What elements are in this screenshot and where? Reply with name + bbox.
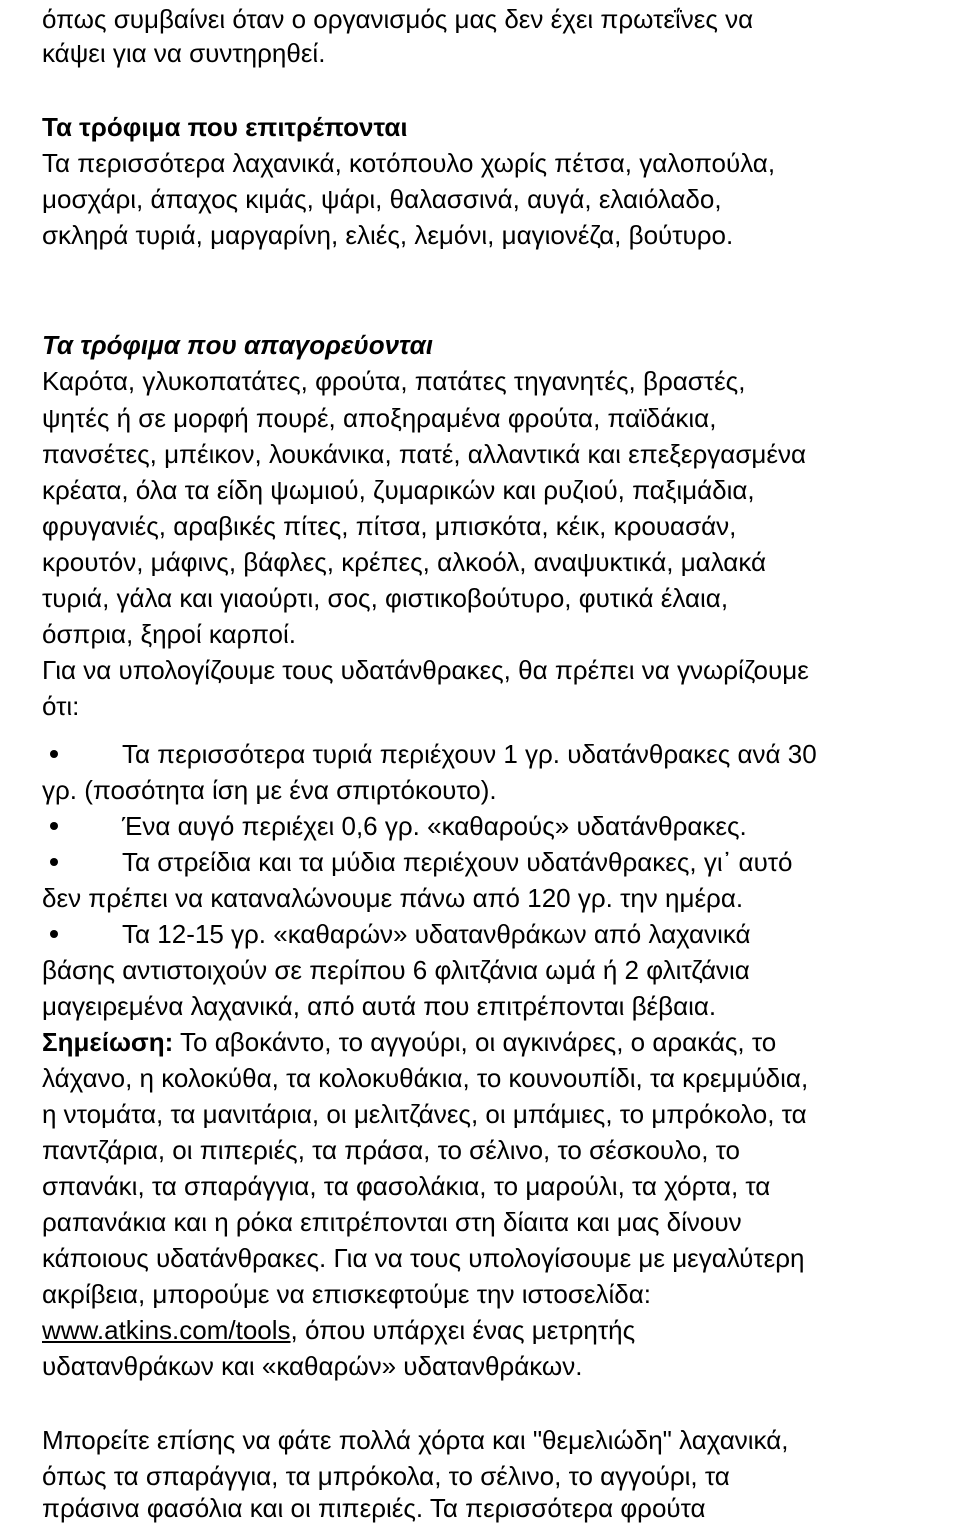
paragraph-line: όπως συμβαίνει όταν ο οργανισμός μας δεν έχει πρωτεΐνες να	[42, 4, 754, 34]
closing-line: πράσινα φασόλια και οι πιπεριές. Τα περισσότερα φρούτα	[42, 1493, 706, 1523]
note-line	[42, 1029, 776, 1055]
allowed-foods-heading: Τα τρόφιμα που επιτρέπονται	[42, 112, 408, 142]
bullet-item-text: Τα στρείδια και τα μύδια περιέχουν υδατάνθρακες, γι᾽ αυτό	[122, 847, 793, 877]
allowed-foods-line: μοσχάρι, άπαχος κιμάς, ψάρι, θαλασσινά, αυγά, ελαιόλαδο,	[42, 184, 722, 214]
atkins-tools-link[interactable]: www.atkins.com/tools	[42, 1315, 291, 1345]
forbidden-foods-line: ψητές ή σε μορφή πουρέ, αποξηραμένα φρούτα, παϊδάκια,	[42, 403, 717, 433]
bullet-dot-icon	[50, 930, 58, 938]
forbidden-foods-line: όσπρια, ξηροί καρποί.	[42, 619, 297, 649]
note-line: υδατανθράκων και «καθαρών» υδατανθράκων.	[42, 1351, 583, 1381]
note-label: Σημείωση:	[42, 1027, 174, 1057]
note-line: σπανάκι, τα σπαράγγια, τα φασολάκια, το μαρούλι, τα χόρτα, τα	[42, 1171, 771, 1201]
bullet-item-text: Τα περισσότερα τυριά περιέχουν 1 γρ. υδατάνθρακες ανά 30	[122, 739, 817, 769]
bullet-item-text: βάσης αντιστοιχούν σε περίπου 6 φλιτζάνια ωμά ή 2 φλιτζάνια	[42, 955, 750, 985]
bullet-item-text: μαγειρεμένα λαχανικά, από αυτά που επιτρέπονται βέβαια.	[42, 991, 717, 1021]
allowed-foods-line: Τα περισσότερα λαχανικά, κοτόπουλο χωρίς πέτσα, γαλοπούλα,	[42, 148, 776, 178]
bullet-item-text: Ένα αυγό περιέχει 0,6 γρ. «καθαρούς» υδατάνθρακες.	[122, 811, 747, 841]
forbidden-foods-heading: Τα τρόφιμα που απαγορεύονται	[42, 330, 434, 360]
paragraph-line: κάψει για να συντηρηθεί.	[42, 38, 326, 68]
bullet-item-text: γρ. (ποσότητα ίση με ένα σπιρτόκουτο).	[42, 775, 497, 805]
carbs-intro-line: ότι:	[42, 691, 80, 721]
closing-line: Μπορείτε επίσης να φάτε πολλά χόρτα και "θεμελιώδη" λαχανικά,	[42, 1425, 789, 1455]
forbidden-foods-line: τυριά, γάλα και γιαούρτι, σος, φιστικοβούτυρο, φυτικά έλαια,	[42, 583, 729, 613]
note-line	[42, 1317, 635, 1343]
forbidden-foods-line: πανσέτες, μπέικον, λουκάνικα, πατέ, αλλαντικά και επεξεργασμένα	[42, 439, 806, 469]
bullet-dot-icon	[50, 750, 58, 758]
note-text: Το αβοκάντο, το αγγούρι, οι αγκινάρες, ο αρακάς, το	[173, 1027, 777, 1057]
bullet-item-text: Τα 12-15 γρ. «καθαρών» υδατανθράκων από λαχανικά	[122, 919, 751, 949]
note-line: ραπανάκια και η ρόκα επιτρέπονται στη δίαιτα και μας δίνουν	[42, 1207, 742, 1237]
forbidden-foods-line: φρυγανιές, αραβικές πίτες, πίτσα, μπισκότα, κέικ, κρουασάν,	[42, 511, 737, 541]
forbidden-foods-line: Καρότα, γλυκοπατάτες, φρούτα, πατάτες τηγανητές, βραστές,	[42, 366, 746, 396]
bullet-dot-icon	[50, 822, 58, 830]
allowed-foods-line: σκληρά τυριά, μαργαρίνη, ελιές, λεμόνι, μαγιονέζα, βούτυρο.	[42, 220, 734, 250]
forbidden-foods-line: κρέατα, όλα τα είδη ψωμιού, ζυμαρικών και ρυζιού, παξιμάδια,	[42, 475, 755, 505]
note-text: , όπου υπάρχει ένας μετρητής	[290, 1315, 636, 1345]
note-line: η ντομάτα, τα μανιτάρια, οι μελιτζάνες, οι μπάμιες, το μπρόκολο, τα	[42, 1099, 807, 1129]
note-line: λάχανο, η κολοκύθα, τα κολοκυθάκια, το κουνουπίδι, τα κρεμμύδια,	[42, 1063, 809, 1093]
note-line: κάποιους υδατάνθρακες. Για να τους υπολογίσουμε με μεγαλύτερη	[42, 1243, 805, 1273]
note-line: ακρίβεια, μπορούμε να επισκεφτούμε την ιστοσελίδα:	[42, 1279, 652, 1309]
bullet-item-text: δεν πρέπει να καταναλώνουμε πάνω από 120 γρ. την ημέρα.	[42, 883, 744, 913]
closing-line: όπως τα σπαράγγια, τα μπρόκολα, το σέλινο, το αγγούρι, τα	[42, 1461, 730, 1491]
note-line: παντζάρια, οι πιπεριές, τα πράσα, το σέλινο, το σέσκουλο, το	[42, 1135, 741, 1165]
carbs-intro-line: Για να υπολογίζουμε τους υδατάνθρακες, θα πρέπει να γνωρίζουμε	[42, 655, 809, 685]
forbidden-foods-line: κρουτόν, μάφινς, βάφλες, κρέπες, αλκοόλ, αναψυκτικά, μαλακά	[42, 547, 767, 577]
bullet-dot-icon	[50, 858, 58, 866]
